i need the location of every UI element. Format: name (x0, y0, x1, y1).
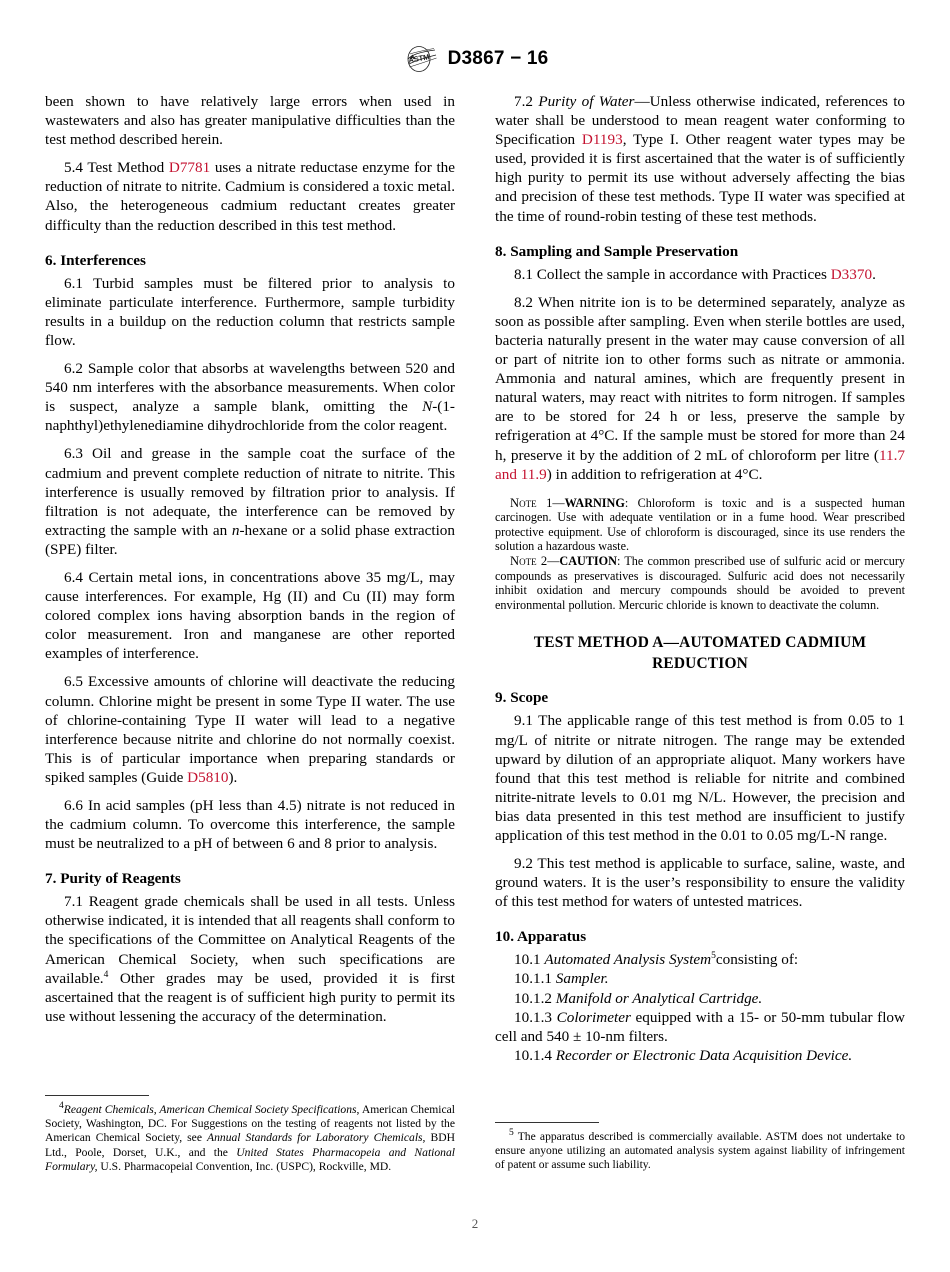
clause-number-10-1-4: 10.1.4 (514, 1046, 556, 1064)
clause-number-5-4: 5.4 Test Method (64, 159, 169, 177)
paragraph-10-1-4-title: Recorder or Electronic Data Acquisition Device. (555, 1046, 853, 1064)
paragraph-6-6: 6.6 In acid samples (pH less than 4.5) nitrate is not reduced in the cadmium column. To overcome this interference, the sample must be neutralized to a pH of between 6 and 8 prior to analysis. (45, 797, 455, 853)
paragraph-6-2-text-b: -(1-naphthyl)ethylenediamine dihydrochloride from the color reagent. (45, 398, 455, 435)
clause-number-7-2: 7.2 (514, 93, 539, 110)
left-column (45, 92, 455, 1202)
paragraph-9-2: 9.2 This test method is applicable to surface, saline, waste, and ground waters. It is the user’s responsibility to ensure the validity of this test method for waters of untested matrices. (495, 855, 905, 911)
paragraph-9-1: 9.1 The applicable range of this test method is from 0.05 to 1 mg/L of nitrite or nitrate nitrogen. The range may be extended upward by dilution of an appropriate aliquot. Many workers have found that this test method is reliable for nitrite and combined nitrite-nitrate levels to 0.01 mg N/L. However, the precision and bias data presented in this test method are insufficient to justify application of this test method in the 0.01 to 0.05 mg/L-N range. (495, 712, 905, 844)
right-column (495, 92, 905, 1202)
footnote-4-italic-3: United States Pharmacopeia and National Formulary, (45, 1145, 455, 1173)
paragraph-7-1-text-a: 7.1 Reagent grade chemicals shall be used in all tests. Unless otherwise indicated, it is intended that all reagents shall conform to the specifications of the Committee on Analytical Reagents of the American Chemical Society, when such specifications are available. (45, 893, 455, 987)
paragraph-7-1 (45, 892, 455, 1026)
paragraph-10-1-2-title: Manifold or Analytical Cartridge. (555, 989, 763, 1007)
paragraph-8-2-text-a: 8.2 When nitrite ion is to be determined separately, analyze as soon as possible after sampling. Even when sterile bottles are used, bacteria naturally present in the water may cause conversion of all or part of nitrite ion to other forms such as nitrate or ammonia. Ammonia and natural amines, which are frequently present in natural waters, may react with nitrites to form nitrogen. If samples are to be stored for 24 h or less, preserve the sample by refrigeration at 4°C. If the sample must be stored for more than 24 h, preserve it by the addition of 2 mL of chloroform per litre ( (495, 293, 905, 464)
note-1-warning-label: WARNING (564, 495, 625, 510)
heading-7-purity-of-reagents: 7. Purity of Reagents (45, 870, 181, 888)
heading-8-sampling: 8. Sampling and Sample Preservation (495, 242, 739, 260)
paragraph-10-1-1 (495, 969, 905, 988)
paragraph-6-5 (45, 672, 455, 787)
paragraph-5-4 (45, 158, 455, 234)
paragraph-10-1-1-title: Sampler. (555, 970, 609, 988)
paragraph-7-2-text-a: —Unless otherwise indicated, references to water shall be understood to mean reagent water conforming to Specification (495, 93, 906, 149)
method-title-line-2: REDUCTION (652, 655, 748, 673)
note-1-label: Note 1 (510, 495, 553, 510)
paragraph-6-3 (45, 444, 455, 559)
footnote-4-text (45, 1103, 455, 1174)
clause-number-10-1: 10.1 (514, 951, 545, 969)
footnote-4-text-1: , American Chemical Society, Washington, DC. For Suggestions on the testing of reagents not listed by the American Chemical Society, see (45, 1103, 455, 1145)
paragraph-7-1-text-b: Other grades may be used, provided it is first ascertained that the reagent is of sufficient high purity to permit its use without lessening the accuracy of the determination. (45, 969, 455, 1025)
test-method-a-title (495, 632, 905, 674)
footnote-marker-5[interactable]: 5 (711, 951, 716, 962)
method-title-line-1: TEST METHOD A—AUTOMATED CADMIUM (533, 634, 867, 652)
heading-9-scope: 9. Scope (495, 689, 549, 707)
heading-10-apparatus: 10. Apparatus (495, 928, 587, 946)
footnote-4-italic-1: Reagent Chemicals, American Chemical Society Specifications (63, 1103, 357, 1116)
paragraph-10-1 (495, 950, 905, 969)
standard-reference-d1193[interactable]: D1193 (581, 131, 623, 149)
paragraph-6-1: 6.1 Turbid samples must be filtered prior to analysis to eliminate particulate interference. Furthermore, sample turbidity results in a buildup on the reduction column that restricts sample flow. (45, 274, 455, 349)
footnote-4-marker: 4 (59, 1101, 64, 1112)
cross-reference-11-7-11-9[interactable]: 11.7 and 11.9 (495, 446, 905, 483)
paragraph-8-2 (495, 293, 905, 484)
footnote-4-italic-2: Annual Standards for Laboratory Chemicals, (207, 1131, 426, 1145)
standard-reference-d5810[interactable]: D5810 (187, 768, 229, 786)
note-2-text: : The common prescribed use of sulfuric acid or mercury compounds as preservatives is discouraged. Sulfuric acid does not necessarily inhibit oxidation and mercury compounds should be avoided to prevent environmental pollution. Mercuric chloride is known to deactivate the column. (495, 554, 905, 612)
footnote-block-5 (495, 1122, 905, 1173)
footnote-divider (45, 1095, 149, 1096)
clause-number-10-1-3: 10.1.3 (514, 1008, 557, 1026)
paragraph-8-1-text-a: 8.1 Collect the sample in accordance with Practices (514, 265, 831, 283)
footnote-divider (495, 1122, 599, 1123)
paragraph-8-2-text-b: ) in addition to refrigeration at 4°C. (546, 465, 763, 483)
note-2: Note 2—CAUTION: The common prescribed use of sulfuric acid or mercury compounds as preservatives is discouraged. Sulfuric acid does not necessarily inhibit oxidation and mercury compounds should be avoided to prevent environmental pollution. Mercuric chloride is known to deactivate the column. (495, 554, 905, 612)
note-2-caution-label: CAUTION (559, 554, 617, 569)
heading-6-interferences: 6. Interferences (45, 251, 146, 269)
two-column-body (45, 92, 905, 1202)
paragraph-6-5-text-b: ). (228, 768, 238, 786)
footnote-5-text (495, 1130, 905, 1173)
footnote-5-marker: 5 (509, 1128, 514, 1139)
italic-n-hexane-prefix: n (231, 521, 240, 539)
paragraph-10-1-3-title: Colorimeter (556, 1008, 631, 1026)
note-1: Note 1—WARNING: Chloroform is toxic and is a suspected human carcinogen. Use with adequate ventilation or in a fume hood. Wear prescribed protective equipment. Use of chloroform is discouraged, since its use renders the solution a hazardous waste. (495, 495, 905, 554)
clause-number-10-1-2: 10.1.2 (514, 989, 556, 1007)
astm-logo (402, 44, 438, 74)
paragraph-7-2 (495, 92, 905, 226)
document-designation: D3867 − 16 (447, 48, 549, 69)
paragraph-10-1-3-rest: equipped with a 15- or 50-mm tubular flow cell and 540 ± 10-nm filters. (495, 1008, 905, 1045)
page-header (0, 44, 950, 74)
paragraph-10-1-title: Automated Analysis System (544, 951, 712, 969)
footnote-block-4 (45, 1095, 455, 1174)
paragraph-10-1-2 (495, 989, 905, 1008)
footnote-4-text-3: U.S. Pharmacopeial Convention, Inc. (USPC), Rockville, MD. (97, 1159, 392, 1173)
footnote-4-text-2: BDH Ltd., Poole, Dorset, U.K., and the (45, 1131, 455, 1159)
paragraph-10-1-rest: consisting of: (715, 951, 799, 969)
clause-number-10-1-1: 10.1.1 (514, 970, 556, 988)
paragraph-7-2-title: Purity of Water (538, 93, 635, 110)
paragraph-6-4: 6.4 Certain metal ions, in concentrations above 35 mg/L, may cause interferences. For example, Hg (II) and Cu (II) may form colored complex ions having absorption bands in the region of color measurement. Iron and manganese are other reported examples of interference. (45, 568, 455, 663)
standard-reference-d7781[interactable]: D7781 (168, 159, 211, 177)
paragraph-6-3-text-a: 6.3 Oil and grease in the sample coat the surface of the cadmium and prevent complete reduction of nitrate to nitrite. This interference is usually removed by filtration prior to analysis. If filtration is not adequate, the interference can be removed by extracting the sample with an (45, 445, 455, 539)
paragraph-7-2-text-b: , Type I. Other reagent water types may be used, provided it is first ascertained that the water is of sufficiently high purity to permit its use without adversely affecting the bias and precision of these test methods. Type II water was specified at the time of round-robin testing of these test methods. (495, 131, 905, 225)
italic-n-prefix: N (422, 398, 433, 416)
paragraph-5-4-text: uses a nitrate reductase enzyme for the reduction of nitrate to nitrite. Cadmium is considered a toxic metal. Also, the heterogeneous cadmium reductant creates greater difficulty than the reduction described in this test method. (45, 159, 455, 234)
paragraph-10-1-3 (495, 1008, 905, 1046)
paragraph-8-1-text-b: . (872, 265, 876, 283)
paragraph-8-1 (495, 265, 905, 284)
svg-text:ASTM: ASTM (407, 52, 430, 65)
footnote-5-body: The apparatus described is commercially available. ASTM does not undertake to ensure anyone utilizing an automated analysis system against liability of infringement of patent or assume such liability. (495, 1130, 905, 1172)
paragraph-6-2-text-a: 6.2 Sample color that absorbs at wavelengths between 520 and 540 nm interferes with the absorbance measurements. When color is suspect, analyze a sample blank, omitting the (45, 360, 455, 416)
page-number: 2 (471, 1216, 479, 1231)
paragraph-6-2 (45, 359, 455, 435)
note-2-label: Note 2 (510, 554, 548, 569)
standard-reference-d3370[interactable]: D3370 (830, 265, 873, 283)
paragraph-10-1-4 (495, 1046, 905, 1065)
paragraph-5-3-continued: been shown to have relatively large errors when used in wastewaters and also has greater manipulative difficulties than the test method described herein. (45, 93, 455, 149)
paragraph-6-5-text-a: 6.5 Excessive amounts of chlorine will deactivate the reducing column. Chlorine might be present in some Type II water. The use of chlorine-containing Type II water will lead to a negative interference because nitrite and chlorine do not normally coexist. This is of particular importance when preparing standards or spiked samples (Guide (45, 673, 455, 786)
footnote-marker-4[interactable]: 4 (103, 969, 109, 980)
note-1-text: : Chloroform is toxic and is a suspected human carcinogen. Use with adequate ventilation or in a fume hood. Wear prescribed protective equipment. Use of chloroform is discouraged, since its use renders the solution a hazardous waste. (495, 495, 905, 554)
paragraph-6-3-text-b: -hexane or a solid phase extraction (SPE) filter. (45, 521, 455, 558)
